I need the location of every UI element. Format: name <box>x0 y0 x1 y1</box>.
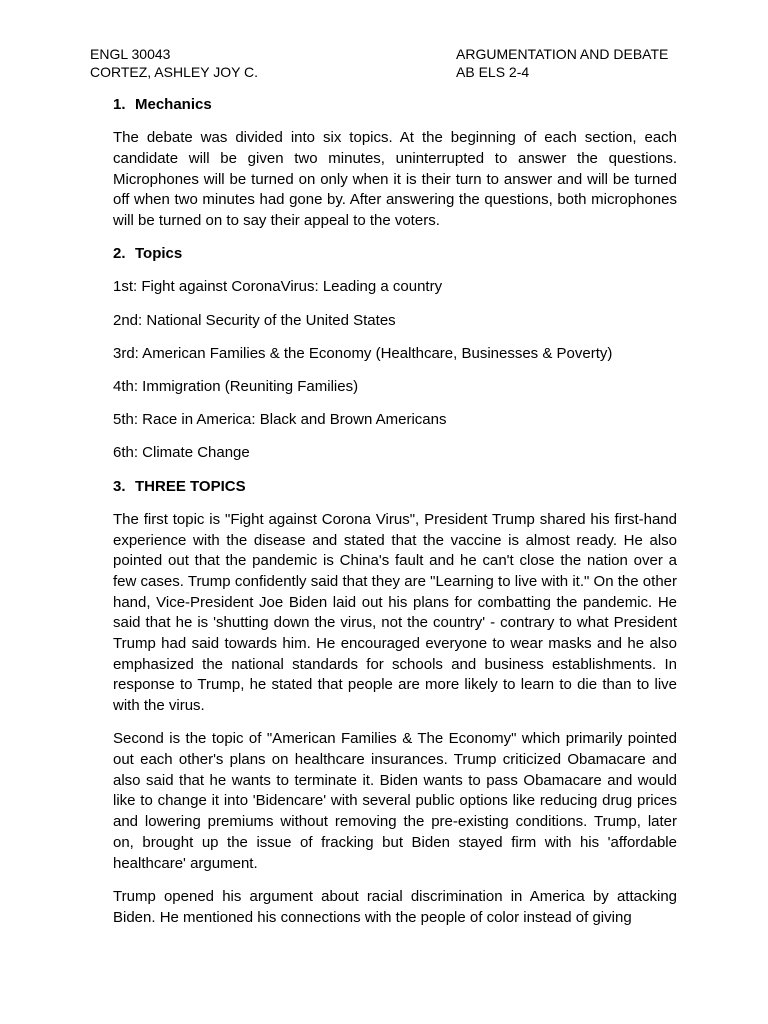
three-topics-paragraph: The first topic is "Fight against Corona Virus", President Trump shared his first-hand experience with the disease and stated that the vaccine is almost ready. He also pointed out that the pandemic is China's fault and he can't close the nation over a few cases. Trump confidently said that they are "Learning to live with it." On the other hand, Vice-President Joe Biden laid out his plans for combatting the pandemic. He said that he is 'shutting down the virus, not the country' - contrary to what President Trump had said towards him. He encouraged everyone to wear masks and he also emphasized the national standards for schools and business establishments. In response to Trump, he stated that people are more likely to learn to die than to live with the virus. <box>113 510 677 715</box>
header-left <box>90 45 258 81</box>
section-heading-three-topics <box>113 477 677 498</box>
header-right <box>456 45 668 81</box>
author-name: CORTEZ, ASHLEY JOY C. <box>90 64 259 80</box>
topic-item: 3rd: American Families & the Economy (Healthcare, Businesses & Poverty) <box>113 344 613 362</box>
section-title: Mechanics <box>135 96 212 113</box>
section-title: Topics <box>135 245 183 263</box>
topic-item: 2nd: National Security of the United States <box>113 311 396 329</box>
topic-item: 6th: Climate Change <box>113 444 250 462</box>
three-topics-paragraph: Trump opened his argument about racial discrimination in America by attacking Biden. He mentioned his connections with the people of color instead of giving <box>113 887 677 926</box>
section-title: THREE TOPICS <box>135 477 246 495</box>
section-heading-mechanics <box>113 95 677 116</box>
topic-item: 4th: Immigration (Reuniting Families) <box>113 378 359 396</box>
section-number: 2. <box>113 245 126 263</box>
three-topics-paragraph: Second is the topic of "American Families & The Economy" which primarily pointed out each other's plans on healthcare insurances. Trump criticized Obamacare and also said that he wants to terminate it. Biden wants to pass Obamacare and would like to change it into 'Bidencare' with several public options like reducing drug prices and lowering premiums without removing the pre-existing conditions. Trump, later on, brought up the issue of fracking but Biden stayed firm with his 'affordable healthcare' argument. <box>113 730 677 872</box>
document-body <box>113 95 677 941</box>
section-heading-topics <box>113 244 677 265</box>
section-number: 1. <box>113 96 126 113</box>
topic-item: 5th: Race in America: Black and Brown Americans <box>113 411 447 429</box>
mechanics-paragraph: The debate was divided into six topics. At the beginning of each section, each candidate will be given two minutes, uninterrupted to answer the questions. Microphones will be turned on only when it is their turn to answer and will be turned off when two minutes had gone by. After answering the questions, both microphones will be turned on to say their appeal to the voters. <box>113 129 677 230</box>
course-title: ARGUMENTATION AND DEBATE <box>456 46 669 62</box>
course-section: AB ELS 2-4 <box>456 64 530 80</box>
course-code: ENGL 30043 <box>90 46 171 62</box>
section-number: 3. <box>113 477 126 495</box>
topic-item: 1st: Fight against CoronaVirus: Leading a country <box>113 278 443 296</box>
